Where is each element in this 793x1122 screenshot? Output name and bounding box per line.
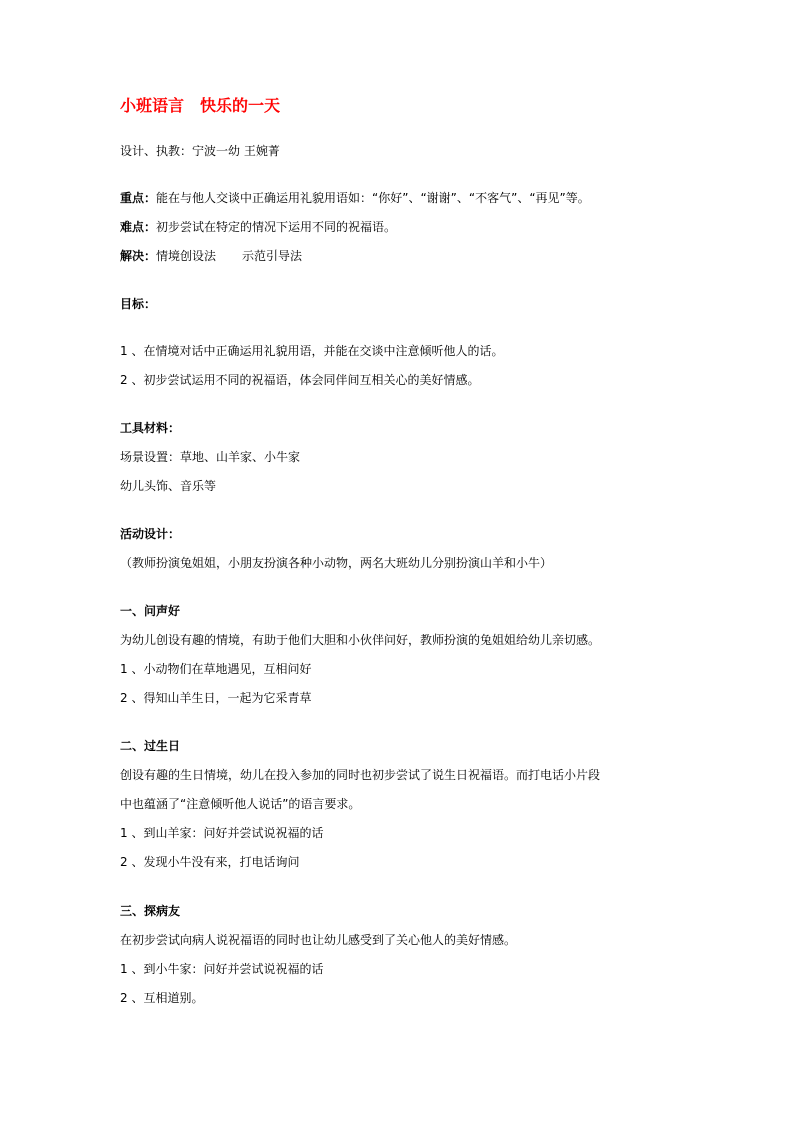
difficulty-label: 难点：	[120, 220, 157, 234]
title-part-1: 小班语言	[120, 96, 185, 115]
section-description: 创设有趣的生日情境，幼儿在投入参加的同时也初步尝试了说生日祝福语。而打电话小片段	[120, 768, 601, 782]
solution-label: 解决：	[120, 249, 157, 263]
goal-item: 1 、在情境对话中正确运用礼貌用语，并能在交谈中注意倾听他人的话。	[120, 344, 504, 358]
section-step: 1 、到山羊家：问好并尝试说祝福的话	[120, 826, 324, 840]
goal-item: 2 、初步尝试运用不同的祝福语，体会同伴间互相关心的美好情感。	[120, 373, 480, 387]
solution-method-1: 情境创设法	[156, 249, 217, 263]
section-step: 1 、小动物们在草地遇见，互相问好	[120, 662, 312, 676]
solution-method-2: 示范引导法	[242, 249, 303, 263]
section-heading: 二、过生日	[120, 739, 181, 753]
activity-heading: 活动设计：	[120, 527, 181, 541]
section-step: 1 、到小牛家：问好并尝试说祝福的话	[120, 962, 324, 976]
difficulty-line	[120, 219, 396, 235]
author-line: 设计、执教：宁波一幼 王婉菁	[120, 144, 280, 158]
section-step: 2 、互相道别。	[120, 991, 204, 1005]
title-part-2: 快乐的一天	[200, 96, 281, 115]
materials-heading: 工具材料：	[120, 421, 181, 435]
focus-label: 重点：	[120, 191, 157, 205]
section-heading: 一、问声好	[120, 604, 181, 618]
solution-line	[120, 248, 302, 264]
activity-note: （教师扮演兔姐姐，小朋友扮演各种小动物，两名大班幼儿分别扮演山羊和小牛）	[120, 556, 553, 570]
section-description: 中也蕴涵了“注意倾听他人说话”的语言要求。	[120, 797, 361, 811]
section-description: 为幼儿创设有趣的情境，有助于他们大胆和小伙伴问好，教师扮演的兔姐姐给幼儿亲切感。	[120, 633, 601, 647]
focus-line	[120, 190, 590, 206]
section-step: 2 、发现小牛没有来，打电话询问	[120, 855, 300, 869]
goals-heading: 目标：	[120, 297, 157, 311]
material-item: 幼儿头饰、音乐等	[120, 479, 217, 493]
section-step: 2 、得知山羊生日，一起为它采青草	[120, 691, 312, 705]
document-title	[120, 96, 280, 116]
difficulty-text: 初步尝试在特定的情况下运用不同的祝福语。	[156, 220, 397, 234]
focus-text: 能在与他人交谈中正确运用礼貌用语如：“你好”、“谢谢”、“不客气”、“再见”等。	[156, 191, 590, 205]
section-heading: 三、探病友	[120, 904, 181, 918]
material-item: 场景设置：草地、山羊家、小牛家	[120, 450, 301, 464]
section-description: 在初步尝试向病人说祝福语的同时也让幼儿感受到了关心他人的美好情感。	[120, 933, 517, 947]
